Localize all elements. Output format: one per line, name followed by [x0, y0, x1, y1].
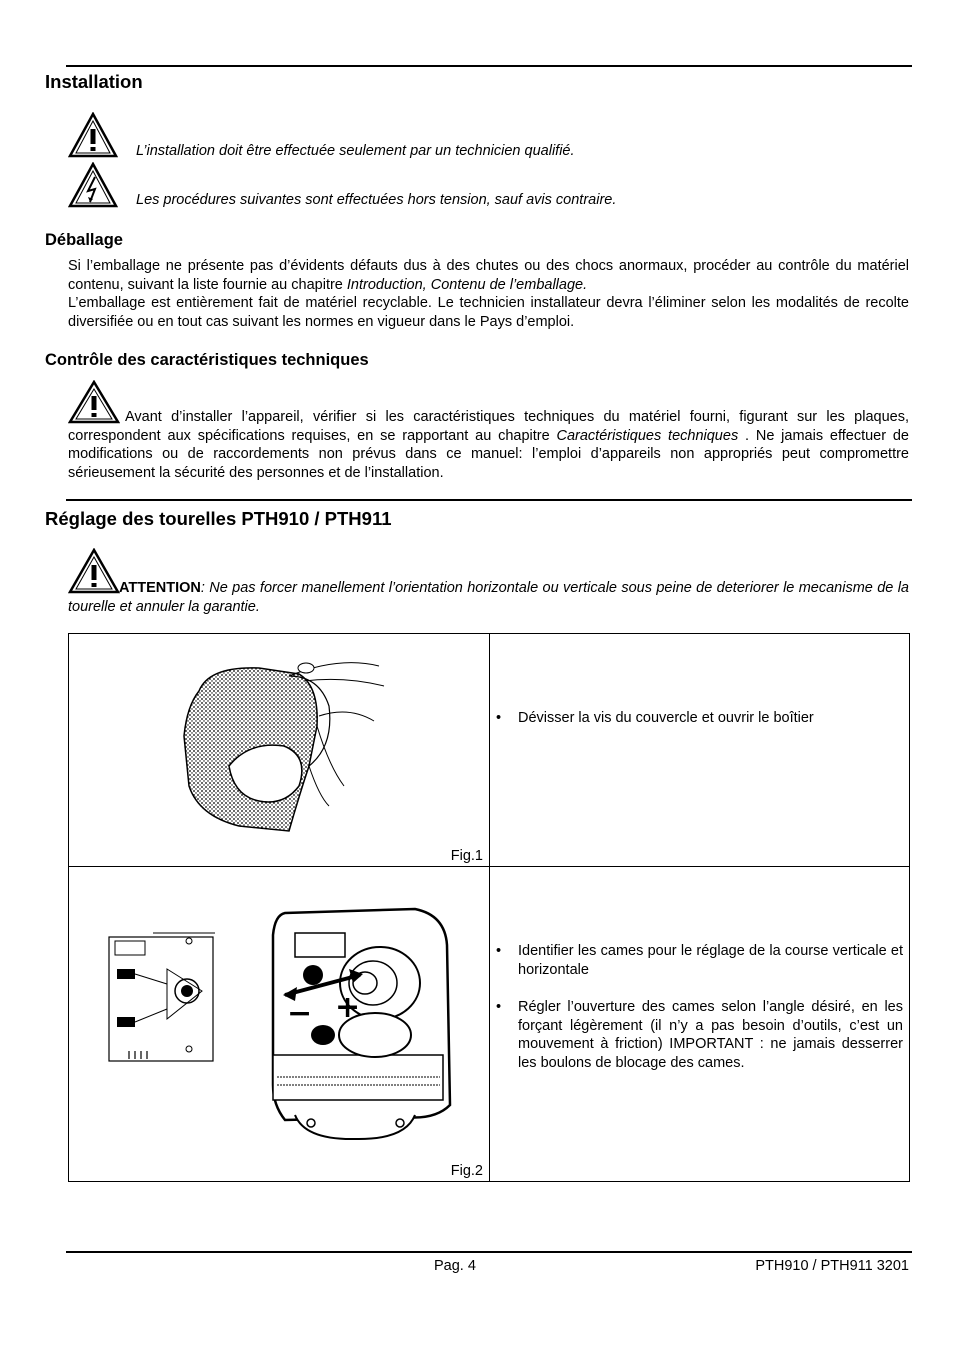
page-number: Pag. 4	[434, 1258, 476, 1274]
installation-warning-power-off: Les procédures suivantes sont effectuées hors tension, sauf avis contraire.	[136, 192, 617, 208]
figure-cell-2	[69, 867, 490, 1182]
increase-symbol: +	[335, 990, 361, 1025]
controle-chapter-ref: Caractéristiques techniques	[556, 427, 739, 444]
step-row-1	[69, 634, 910, 867]
document-reference: PTH910 / PTH911 3201	[755, 1258, 909, 1274]
open-housing-illustration	[169, 646, 389, 836]
controle-text-a: Avant d’installer l’appareil, vérifier si les caractéristiques techniques du matériel fourni, figurant sur les plaques, correspondent aux spécifications requises, en se rapportant au chapitre	[68, 409, 909, 444]
warning-triangle-icon	[68, 112, 118, 158]
instruction-cell-2	[490, 867, 910, 1182]
fig-label-2: Fig.2	[450, 1163, 483, 1179]
section-rule	[66, 499, 912, 501]
instruction-list-1	[490, 709, 909, 728]
reglage-title: Réglage des tourelles PTH910 / PTH911	[45, 508, 392, 529]
deballage-paragraph-2: L’emballage est entièrement fait de matériel recyclable. Le technicien installateur devra l’éliminer selon les modalités de recolte diversifiée ou en tout cas suivant les normes en vigueur dans le Pays d’emploi.	[68, 295, 909, 330]
cam-board-illustration	[107, 929, 217, 1064]
figure-cell-1	[69, 634, 490, 867]
instruction-cell-1	[490, 634, 910, 867]
footer-rule	[66, 1251, 912, 1253]
instruction-list-2	[490, 942, 909, 1072]
instruction-item: • Identifier les cames pour le réglage de la course verticale et horizontale	[490, 942, 909, 979]
step-row-2	[69, 867, 910, 1182]
instruction-item: • Régler l’ouverture des cames selon l’angle désiré, en les forçant légèrement (il n’y a pas besoin d’outils, c’est un mouvement à friction) IMPORTANT : ne jamais desserrer les boulons de blocage des cames.	[490, 998, 909, 1072]
top-rule	[66, 65, 912, 67]
decrease-symbol: −	[287, 996, 313, 1031]
controle-text-b: . Ne jamais effectuer de modifications ou de raccordements non prévus dans ce manuel: l’emploi d’appareils non appropriés peut compromettre sérieusement la sécurité des personnes et de l’installation.	[68, 427, 909, 481]
fig-label-1: Fig.1	[450, 848, 483, 864]
deballage-text-1: Si l’emballage ne présente pas d’évidents défauts dus à des chutes ou des chocs anormaux, procéder au contrôle du matériel contenu, suivant la liste fournie au chapitre	[68, 258, 909, 293]
high-voltage-triangle-icon	[68, 162, 118, 208]
turret-cams-illustration	[265, 905, 457, 1141]
controle-title: Contrôle des caractéristiques techniques	[45, 351, 369, 369]
controle-paragraph	[68, 408, 909, 482]
attention-label: ATTENTION	[119, 580, 201, 596]
installation-title: Installation	[45, 71, 143, 92]
reglage-attention-paragraph	[68, 579, 909, 616]
deballage-title: Déballage	[45, 231, 123, 249]
attention-text: : Ne pas forcer manellement l’orientation horizontale ou verticale sous peine de deteriorer le mecanisme de la tourelle et annuler la garantie.	[68, 580, 909, 615]
steps-table	[68, 633, 910, 1182]
instruction-item: • Dévisser la vis du couvercle et ouvrir le boîtier	[490, 709, 909, 728]
deballage-paragraph-1	[68, 257, 909, 294]
deballage-chapter-ref: Introduction, Contenu de l’emballage.	[346, 276, 588, 293]
installation-warning-qualified: L’installation doit être effectuée seulement par un technicien qualifié.	[136, 143, 575, 159]
